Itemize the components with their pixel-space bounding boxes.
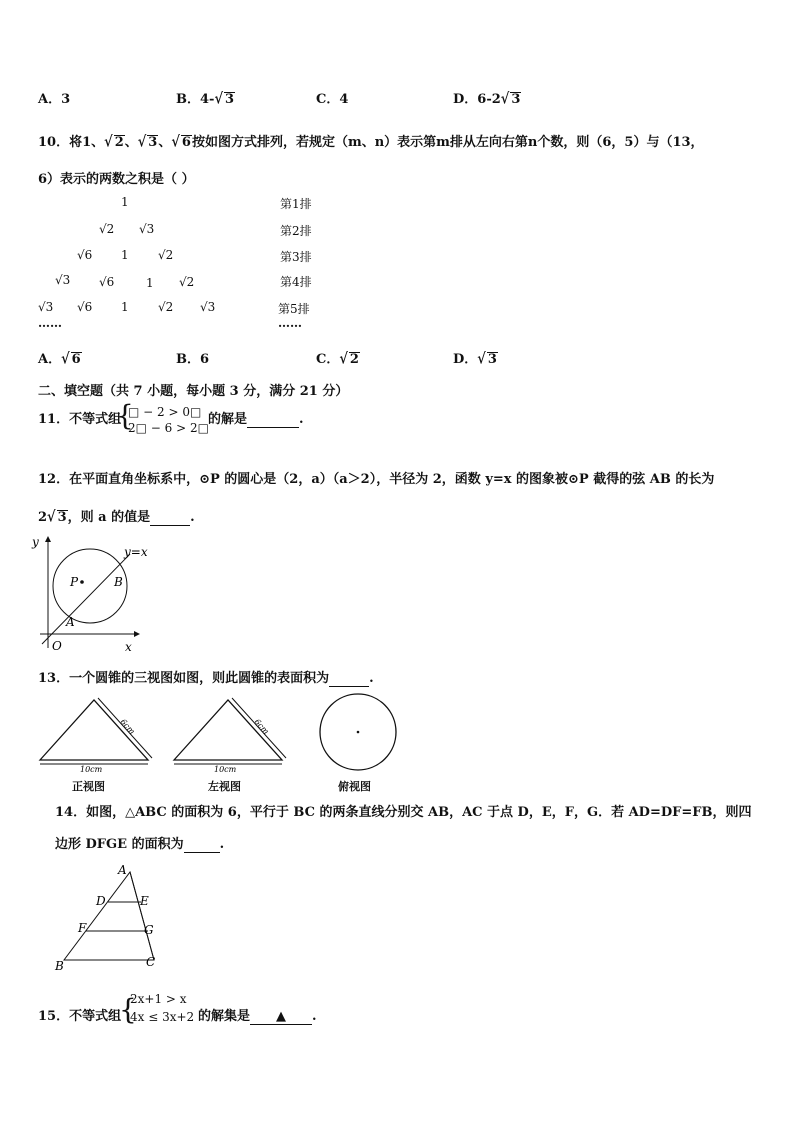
label-o: O — [52, 639, 62, 653]
row-ellipsis-right: …… — [278, 316, 302, 330]
q12-question-line2: 2√ 3，则 a 的值是 . — [38, 508, 195, 527]
q9-option-d: D．6-2√ 3 — [453, 90, 521, 109]
q13-top-view — [316, 692, 402, 776]
q10-number-triangle — [38, 192, 338, 332]
q13-view-label-top: 俯视图 — [338, 780, 371, 793]
q10-option-a: A．√ 6 — [38, 350, 81, 369]
row5-item: √3 — [200, 300, 216, 314]
label-y: y — [32, 535, 39, 549]
q15-tail: 的解集是 ▲ . — [198, 1009, 317, 1024]
row5-label: 第5排 — [278, 302, 310, 316]
row3-item: 1 — [121, 248, 129, 262]
label-c: C — [146, 955, 156, 969]
q11-question: 11．不等式组 — [38, 412, 122, 427]
row1-item: 1 — [121, 195, 129, 209]
q13-question: 13．一个圆锥的三视图如图，则此圆锥的表面积为 . — [38, 671, 374, 686]
q10-option-b: B．6 — [176, 352, 210, 367]
side-ac — [130, 872, 154, 960]
q11-ineq-2: 2□ − 6 > 2□ — [128, 421, 209, 435]
label-x: x — [125, 640, 132, 654]
label-p: P — [70, 575, 79, 589]
q13-view-label-front: 正视图 — [72, 780, 105, 793]
q13-left-view — [170, 692, 288, 772]
y-axis-arrow-icon — [45, 536, 51, 542]
q12-coordinate-figure — [30, 534, 160, 656]
center-dot — [80, 580, 84, 584]
label-f: F — [78, 921, 87, 935]
q10-question-line1: 10．将1、√ 2、√ 3、√ 6按如图方式排列，若规定（m、n）表示第m排从左向右第n个数，则（6，5）与（13， — [38, 133, 704, 152]
q10-option-d: D．√ 3 — [453, 350, 497, 369]
row4-item: 1 — [146, 276, 154, 290]
q10-option-c: C．√ 2 — [316, 350, 359, 369]
row4-item: √3 — [55, 273, 71, 287]
label-b: B — [114, 575, 123, 589]
q9-option-a: A．3 — [38, 92, 71, 107]
top-center-dot — [357, 731, 360, 734]
label-a: A — [118, 863, 127, 877]
left-base-label: 10cm — [214, 765, 237, 772]
front-base-label: 10cm — [80, 765, 103, 772]
row1-label: 第1排 — [280, 197, 312, 211]
front-slant-label: 6cm — [118, 717, 137, 737]
label-g: G — [144, 923, 154, 937]
row2-label: 第2排 — [280, 224, 312, 238]
row4-item: √2 — [179, 275, 195, 289]
row-ellipsis: …… — [38, 316, 62, 330]
q14-question-line2: 边形 DFGE 的面积为 . — [55, 837, 225, 852]
label-line: y=x — [124, 545, 148, 559]
q14-question-line1: 14．如图，△ABC 的面积为 6，平行于 BC 的两条直线分别交 AB，AC 于点 D，E，F，G．若 AD=DF=FB，则四 — [55, 805, 752, 820]
row5-item: 1 — [121, 300, 129, 314]
label-a: A — [66, 615, 75, 629]
section-heading: 二、填空题（共 7 小题，每小题 3 分，满分 21 分） — [38, 384, 349, 399]
q15-brace: { — [119, 993, 137, 1026]
q15-ineq-2: 4x ≤ 3x+2 — [130, 1010, 195, 1024]
q15-inequality-system — [130, 990, 194, 1026]
row5-item: √6 — [77, 300, 93, 314]
q9-option-b: B．4-√ 3 — [176, 90, 235, 109]
q12-question-line1: 12．在平面直角坐标系中，⊙P 的圆心是（2，a）（a＞2），半径为 2，函数 y=x 的图象被⊙P 截得的弦 AB 的长为 — [38, 472, 715, 487]
row4-item: √6 — [99, 275, 115, 289]
q15-question: 15．不等式组 — [38, 1009, 122, 1024]
x-axis-arrow-icon — [134, 631, 140, 637]
q13-front-view — [36, 692, 154, 772]
row3-item: √2 — [158, 248, 174, 262]
q15-answer-blank: ▲ — [250, 1009, 312, 1025]
q9-option-c: C．4 — [316, 92, 349, 107]
label-b: B — [55, 959, 64, 973]
row4-label: 第4排 — [280, 275, 312, 289]
label-e: E — [140, 894, 149, 908]
q11-brace: { — [116, 399, 134, 432]
left-slant-label: 6cm — [252, 717, 271, 737]
row2-item: √3 — [139, 222, 155, 236]
row2-item: √2 — [99, 222, 115, 236]
q11-ineq-1: □ − 2 > 0□ — [128, 405, 202, 419]
q13-view-label-left: 左视图 — [208, 780, 241, 793]
row3-item: √6 — [77, 248, 93, 262]
row3-label: 第3排 — [280, 250, 312, 264]
q11-inequality-system — [128, 404, 209, 436]
q15-ineq-1: 2x+1 > x — [130, 992, 187, 1006]
q11-tail: 的解是 . — [208, 412, 304, 427]
q10-question-line2: 6）表示的两数之积是（ ） — [38, 172, 195, 187]
row5-item: √2 — [158, 300, 174, 314]
triangle-abc — [64, 872, 154, 960]
q14-triangle-figure — [50, 860, 162, 974]
label-d: D — [96, 894, 106, 908]
row5-item: √3 — [38, 300, 54, 314]
